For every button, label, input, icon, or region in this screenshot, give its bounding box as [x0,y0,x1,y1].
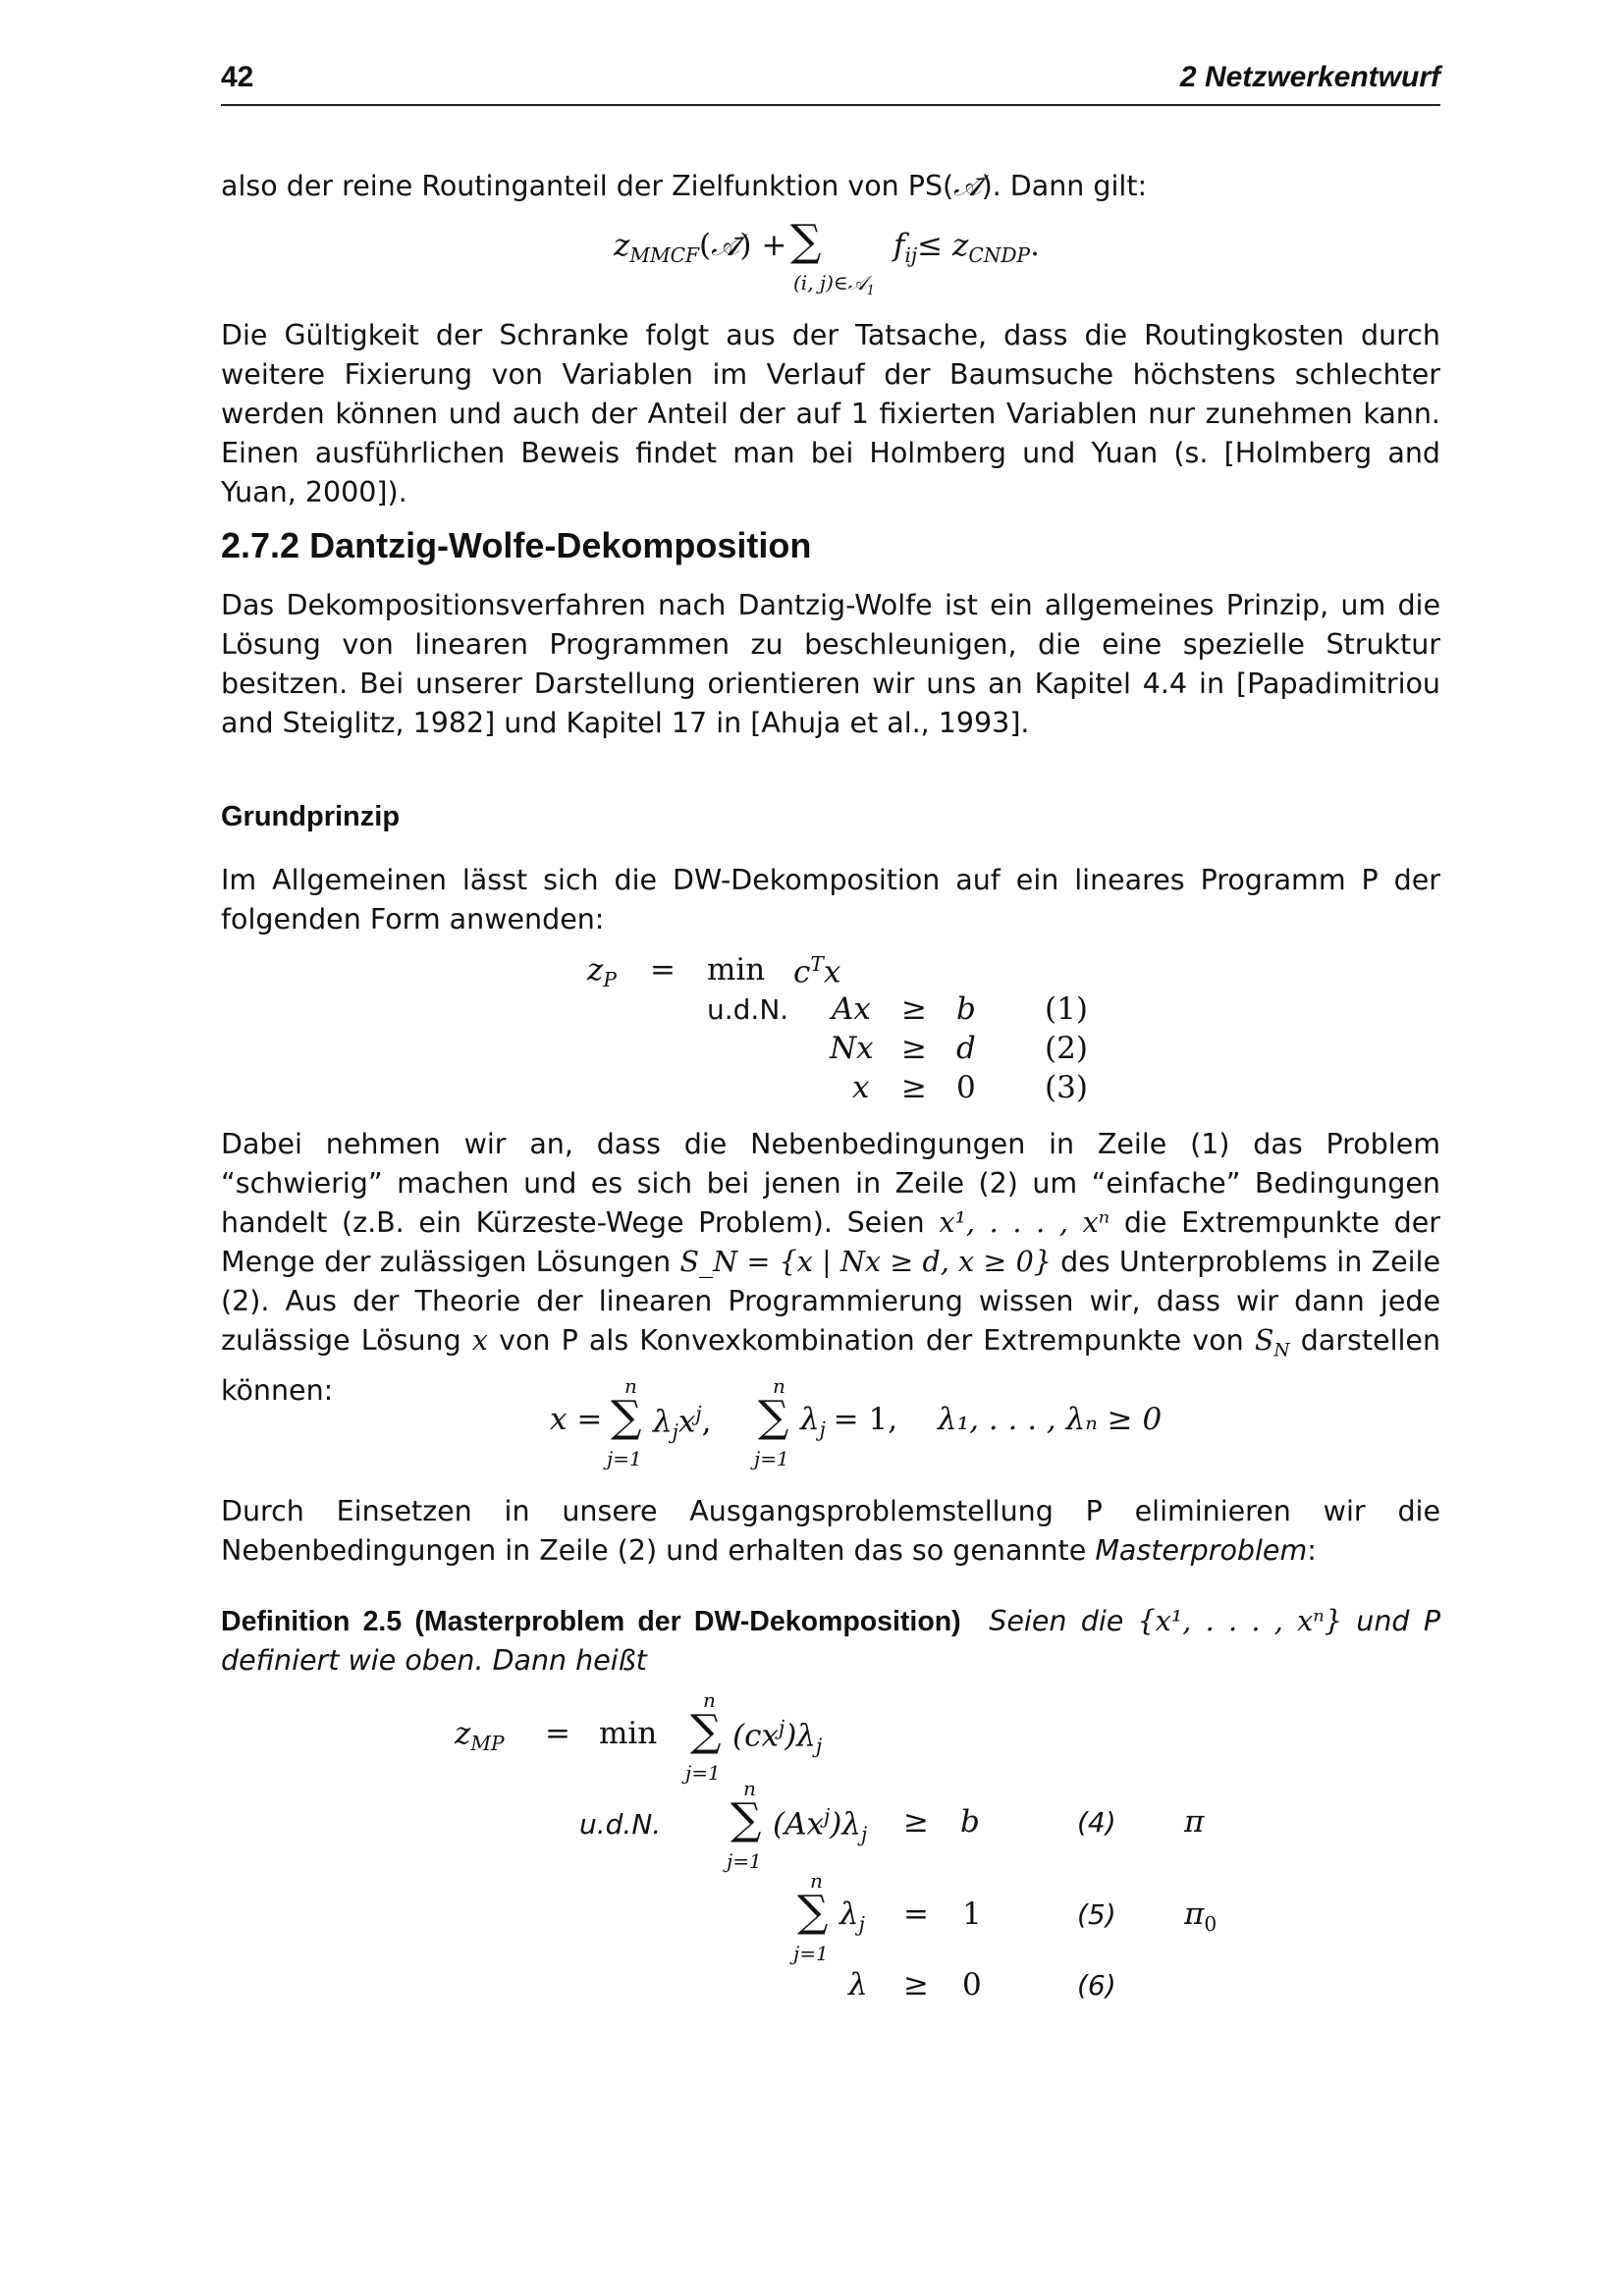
paragraph-4: Im Allgemeinen lässt sich die DW-Dekomposition auf ein lineares Programm P der folgenden Form anwenden: [221,864,1440,935]
subsection-title: Grundprinzip [221,801,401,832]
page-number: 42 [221,61,254,93]
document-page: 42 2 Netzwerkentwurf also der reine Routinganteil der Zielfunktion von PS(𝒜̄). Dann gilt: $z_{MMCF}(𝒜̄)$ + ∑ (i, j)∈𝒜$_1$ $f_{ij}\le z_{CNDP}$. Die Gültigkeit der Schranke folgt aus der Tatsache, dass die Routingkosten durch weitere Fixierung von Variablen im Verlauf der Baumsuche höchstens schlechter werden können und auch der Anteil der auf 1 fixierten Variablen nur zunehmen kann. Einen ausführlichen Beweis findet man bei Holmberg und Yuan (s. [Holmberg and Yuan, 2000]). 2.7.2 Dantzig-Wolfe-Dekomposition Das Dekompositionsverfahren nach Dantzig-Wolfe ist ein allgemeines Prinzip, um die Lösung von linearen Programmen zu beschleunigen, die eine spezielle Struktur besitzen. Bei unserer Darstellung orientieren wir uns an Kapitel 4.4 in [Papadimitriou and Steiglitz, 1982] und Kapitel 17 in [Ahuja et al., 1993]. Grundprinzip Im Allgemeinen lässt sich die DW-Dekomposition auf ein lineares Programm P der folgenden Form anwenden: $z_P$ = min $c^Tx$ u.d.N. Ax ≥ b (1) Nx ≥ d (2) x ≥ 0 (3) Dabei nehmen wir an, dass die Nebenbedingungen in Zeile (1) das Problem “schwierig” machen und es sich bei jenen in Zeile (2) um “einfache” Bedingungen handelt (z.B. ein Kürzeste-Wege Problem). Seien x¹, . . . , xⁿ die Extrempunkte der Menge der zulässigen Lösungen S_N = {x | Nx ≥ d, x ≥ 0} des Unterproblems in Zeile (2). Aus der Theorie der linearen Programmierung wissen wir, dass wir dann jede zulässige Lösung x von P als Konvexkombination der Extrempunkte von $S_N$ darstellen können: x = n ∑ j=1 $\lambda_jx^j$, n ∑ j=1 $\lambda_j = 1$, λ₁, . . . , λₙ ≥ 0 Durch Einsetzen in unsere Ausgangsproblemstellung P eliminieren wir die Nebenbedingungen in Zeile (2) und erhalten das so genannte Masterproblem: Definition 2.5 (Masterproblem der DW-Dekomposition) Seien die {x¹, . . . , xⁿ} und P definiert wie oben. Dann heißt $z_{MP}$ = min n ∑ j=1 $(cx^j)\lambda_j$ u.d.N. n ∑ j=1 $(Ax^j)\lambda_j$ ≥ b (4) π n ∑ j=1 $\lambda_j$ = 1 (5) $\pi_0$ λ ≥ 0 (6) [221,61,1441,2002]
paragraph-6: Durch Einsetzen in unsere Ausgangsproblemstellung P eliminieren wir die Nebenbedingungen in Zeile (2) und erhalten das so genannte Masterproblem: [221,1495,1440,1567]
sum-limit: (i, j)∈𝒜$_1$ [793,271,875,298]
section-title: 2.7.2 Dantzig-Wolfe-Dekomposition [221,525,812,565]
equation-bound: $z_{MMCF}(𝒜̄)$ + [614,228,787,268]
paragraph-3: Das Dekompositionsverfahren nach Dantzig-Wolfe ist ein allgemeines Prinzip, um die Lösung von linearen Programmen zu beschleunigen, die eine spezielle Struktur besitzen. Bei unserer Darstellung orientieren wir uns an Kapitel 4.4 in [Papadimitriou and Steiglitz, 1982] und Kapitel 17 in [Ahuja et al., 1993]. [221,589,1440,739]
paragraph-5: Dabei nehmen wir an, dass die Nebenbedingungen in Zeile (1) das Problem “schwierig” machen und es sich bei jenen in Zeile (2) um “einfache” Bedingungen handelt (z.B. ein Kürzeste-Wege Problem). Seien x¹, . . . , xⁿ die Extrempunkte der Menge der zulässigen Lösungen S_N = {x | Nx ≥ d, x ≥ 0} des Unterproblems in Zeile (2). Aus der Theorie der linearen Programmierung wissen wir, dass wir dann jede zulässige Lösung x von P als Konvexkombination der Extrempunkte von $S_N$ darstellen können: [221,1128,1441,1407]
definition-2-5: Definition 2.5 (Masterproblem der DW-Dekomposition) Seien die {x¹, . . . , xⁿ} und P definiert wie oben. Dann heißt [221,1605,1441,1677]
running-header [221,61,1440,106]
paragraph-2: Die Gültigkeit der Schranke folgt aus der Tatsache, dass die Routingkosten durch weitere Fixierung von Variablen im Verlauf der Baumsuche höchstens schlechter werden können und auch der Anteil der auf 1 fixierten Variablen nur zunehmen kann. Einen ausführlichen Beweis findet man bei Holmberg und Yuan (s. [Holmberg and Yuan, 2000]). [221,319,1440,508]
equation-bound-rhs: $f_{ij}\le z_{CNDP}$. [893,228,1040,268]
paragraph-1: also der reine Routinganteil der Zielfunktion von PS(𝒜̄). Dann gilt: [221,169,1148,203]
chapter-title: 2 Netzwerkentwurf [1179,61,1440,93]
sum-symbol: ∑ [790,216,822,266]
script-a-bar: 𝒜̄ [953,169,982,203]
